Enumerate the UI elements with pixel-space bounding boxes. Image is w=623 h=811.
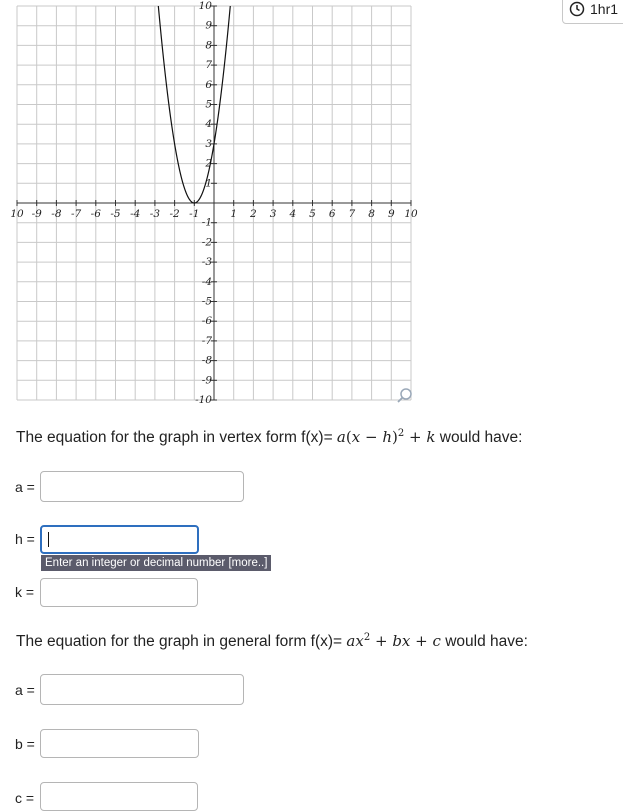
vertex-h-input[interactable] <box>40 525 199 554</box>
general-form-prompt-start: The equation for the graph in general form f(x)= <box>16 633 347 650</box>
y-tick-label: 1 <box>205 177 212 190</box>
general-form-prompt <box>16 632 528 651</box>
x-tick-label: 4 <box>289 208 297 221</box>
vertex-k-input[interactable] <box>40 578 198 607</box>
x-tick-label: -4 <box>130 208 141 221</box>
y-tick-label: 3 <box>205 137 212 150</box>
x-tick-label: 10 <box>10 208 24 221</box>
general-c-label: c = <box>15 790 35 806</box>
y-tick-label: 7 <box>205 59 212 72</box>
timer-text: 1hr1 <box>590 1 619 17</box>
vertex-a-label: a = <box>15 479 35 495</box>
x-tick-label: 3 <box>269 208 277 221</box>
general-b-input[interactable] <box>40 729 199 758</box>
y-tick-label: 8 <box>205 39 212 52</box>
x-tick-label: -5 <box>110 208 121 221</box>
x-tick-label: 1 <box>230 208 238 221</box>
y-tick-label: -10 <box>195 394 212 406</box>
vertex-a-input[interactable] <box>40 471 244 502</box>
clock-icon <box>569 1 585 17</box>
x-tick-label: 6 <box>328 208 336 221</box>
vertex-form-prompt-end: would have: <box>435 429 523 446</box>
x-tick-label: 5 <box>309 208 316 221</box>
y-tick-label: -8 <box>201 354 212 367</box>
general-a-label: a = <box>15 682 35 698</box>
y-tick-label: -7 <box>201 334 212 347</box>
input-hint-tooltip: Enter an integer or decimal number [more..] <box>41 555 271 571</box>
x-tick-label: 8 <box>368 208 375 221</box>
general-a-input[interactable] <box>40 674 244 705</box>
x-tick-label: -2 <box>169 208 180 221</box>
y-tick-label: -9 <box>201 374 212 387</box>
vertex-k-label: k = <box>15 584 35 600</box>
y-tick-label: 10 <box>198 0 212 12</box>
vertex-form-prompt <box>16 428 522 447</box>
vertex-form-prompt-start: The equation for the graph in vertex form f(x)= <box>16 429 337 446</box>
general-form-prompt-end: would have: <box>440 633 528 650</box>
y-tick-label: 2 <box>205 157 212 170</box>
vertex-h-label: h = <box>15 531 35 547</box>
y-tick-label: -5 <box>201 295 212 308</box>
y-tick-label: 9 <box>205 19 212 32</box>
x-tick-label: -3 <box>149 208 161 221</box>
y-tick-label: 6 <box>205 78 212 91</box>
x-tick-label: -9 <box>31 208 42 221</box>
y-tick-label: -1 <box>201 216 212 229</box>
y-tick-label: -6 <box>201 315 212 328</box>
y-tick-label: -3 <box>201 256 212 269</box>
text-caret <box>48 532 49 547</box>
general-form-formula: $ax^2$ + bx + c <box>346 632 441 650</box>
y-tick-label: -4 <box>201 275 212 288</box>
general-b-label: b = <box>15 736 35 752</box>
vertex-form-formula: $a(x - h)^2 + k$ <box>336 428 436 446</box>
x-tick-label: -6 <box>90 208 101 221</box>
x-tick-label: -1 <box>189 208 200 221</box>
x-tick-label: 10 <box>404 208 418 221</box>
x-tick-label: 2 <box>250 208 257 221</box>
x-tick-label: -7 <box>70 208 82 221</box>
general-c-input[interactable] <box>40 782 198 811</box>
y-tick-label: 4 <box>205 118 212 131</box>
x-tick-label: 7 <box>348 208 356 221</box>
x-tick-label: -8 <box>51 208 62 221</box>
y-tick-label: -2 <box>201 236 212 249</box>
timer-badge <box>562 0 623 24</box>
x-tick-label: 9 <box>387 208 395 221</box>
y-tick-label: 5 <box>205 98 212 111</box>
